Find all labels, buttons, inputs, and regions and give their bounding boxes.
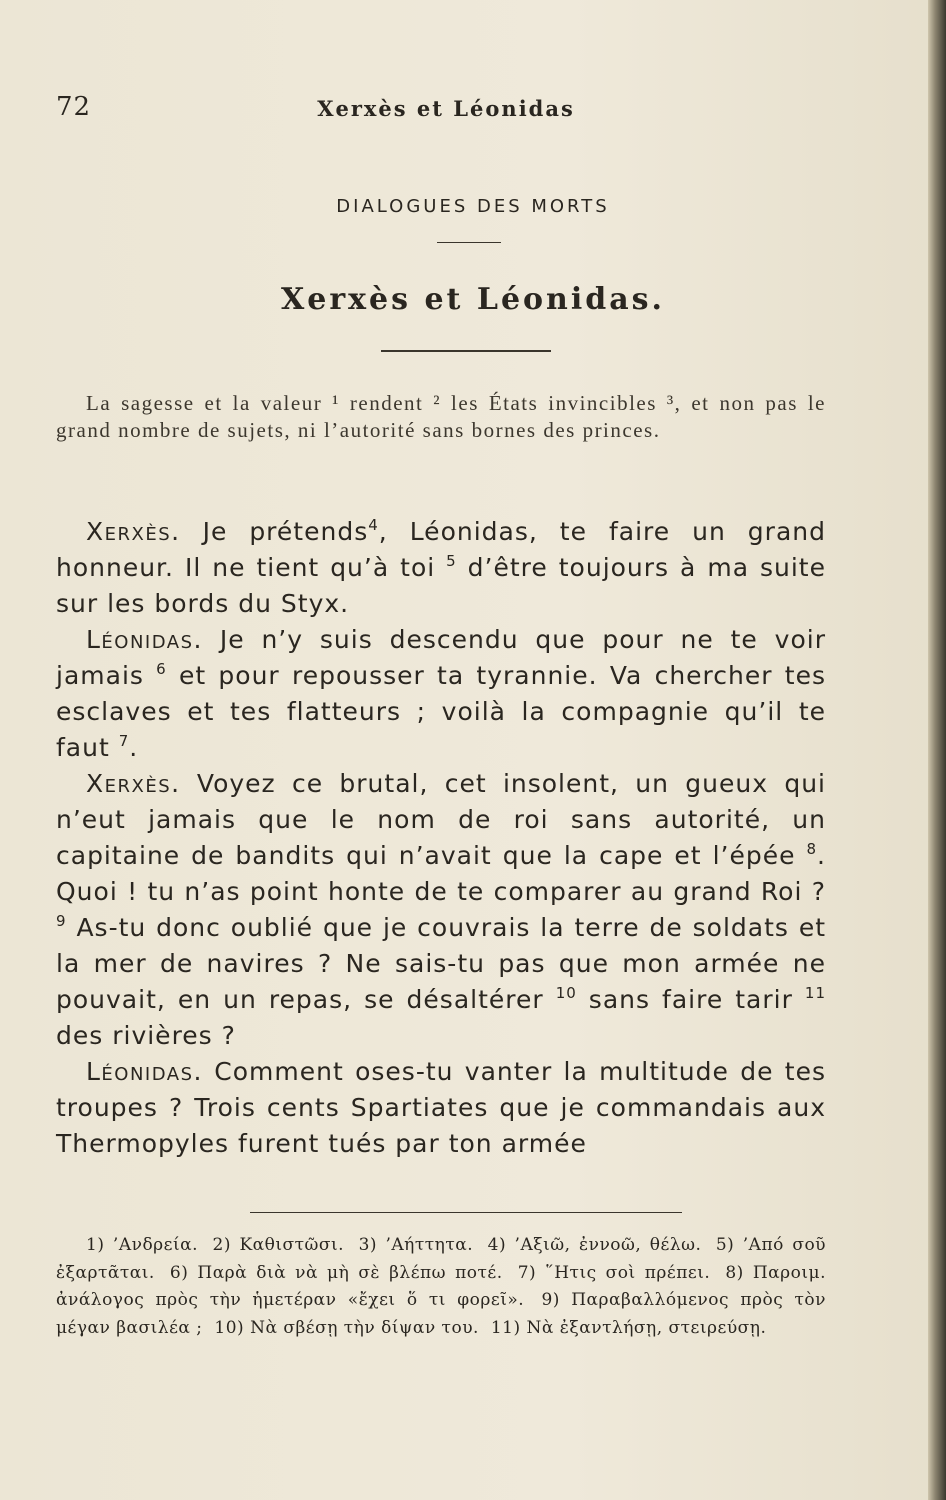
footnote-ref: 6	[156, 660, 167, 678]
dialogue-text-run: . Quoi ! tu n’as point honte de te comparer au grand Roi ?	[56, 841, 826, 906]
speaker-name: Xerxès.	[86, 769, 181, 798]
footnote-ref: 4	[368, 516, 379, 534]
dialogue-text-run: d’être toujours à ma suite sur les bords du Styx.	[56, 553, 826, 618]
dialogue-text	[56, 514, 826, 1162]
dialogue-paragraph	[56, 514, 826, 622]
footnote: 6) Παρὰ διὰ νὰ μὴ σὲ βλέπω ποτέ.	[169, 1262, 503, 1283]
footnote: 11) Νὰ ἐξαντλήσῃ, στειρεύσῃ.	[490, 1317, 767, 1338]
divider-rule	[381, 350, 551, 352]
footnote: 2) Καθιστῶσι.	[212, 1235, 345, 1255]
dialogue-paragraph	[56, 1054, 826, 1162]
page-edge-shadow	[928, 0, 946, 1500]
divider-rule	[437, 242, 501, 243]
footnotes	[56, 1232, 826, 1342]
dialogue-text-run: Voyez ce brutal, cet insolent, un gueux qui n’eut jamais que le nom de roi sans autorité, un capitaine de bandits qui n’avait que la cape et l’épée	[56, 769, 826, 870]
footnote: 4) ’Αξιῶ, ἐννοῶ, θέλω.	[487, 1235, 702, 1255]
footnote-ref: 5	[446, 552, 457, 570]
footnote-ref: 8	[806, 840, 818, 858]
page-header	[56, 92, 836, 132]
footnote: 8) Παροιμ. ἀνάλογος πρὸς τὴν ἡμετέραν «ἔχει ὅ τι φορεῖ».	[56, 1262, 827, 1310]
dialogue-text-run: Je n’y suis descendu que pour ne te voir jamais	[56, 625, 826, 690]
footnote-ref: 7	[118, 732, 130, 750]
footnote: 5) ’Από σοῦ ἐξαρτᾶται.	[56, 1235, 827, 1283]
epigraph: La sagesse et la valeur ¹ rendent ² les États invincibles ³, et non pas le grand nombre de sujets, ni l’autorité sans bornes des princes.	[56, 391, 826, 442]
footnote-ref: 10	[555, 984, 577, 1002]
dialogue-text-run: des rivières ?	[56, 1021, 236, 1050]
footnote: 9) Παραβαλλόμενος πρὸς τὸν μέγαν βασιλέα ;	[56, 1290, 827, 1338]
speaker-name: Xerxès.	[86, 517, 181, 546]
dialogue-text-run: Comment oses-tu vanter la multitude de tes troupes ? Trois cents Spartiates que je commandais aux Thermopyles furent tués par ton armée	[56, 1057, 826, 1158]
speaker-name: Léonidas.	[86, 1057, 203, 1086]
footnote: 7) ῞Ητις σοὶ πρέπει.	[517, 1262, 711, 1283]
footnote-ref: 9	[56, 912, 67, 930]
series-title: DIALOGUES DES MORTS	[336, 196, 610, 217]
speaker-name: Léonidas.	[86, 625, 203, 654]
dialogue-text-run: et pour repousser ta tyrannie. Va chercher tes esclaves et tes flatteurs ; voilà la compagnie qu’il te faut	[56, 661, 826, 762]
dialogue-text-run: sans faire tarir	[576, 985, 805, 1014]
footnote: 1) ’Ανδρεία.	[86, 1235, 199, 1255]
dialogue-text-run: .	[129, 733, 139, 762]
footnote-rule	[250, 1212, 682, 1213]
footnote: 10) Νὰ σβέσῃ τὴν δίψαν του.	[214, 1317, 479, 1338]
dialogue-paragraph	[56, 622, 826, 766]
footnote: 3) ’Αήττητα.	[358, 1235, 474, 1255]
running-title: Xerxès et Léonidas	[317, 96, 575, 121]
dialogue-text-run: , Léonidas, te faire un grand honneur. Il ne tient qu’à toi	[56, 517, 826, 582]
dialogue-paragraph	[56, 766, 826, 1054]
page-number: 72	[56, 92, 92, 122]
dialogue-text-run: As-tu donc oublié que je couvrais la terre de soldats et la mer de navires ? Ne sais-tu pas que mon armée ne pouvait, en un repas, se désaltérer	[56, 913, 826, 1014]
chapter-title: Xerxès et Léonidas.	[280, 282, 665, 317]
dialogue-text-run: Je prétends	[180, 517, 369, 546]
footnote-ref: 11	[804, 984, 826, 1002]
